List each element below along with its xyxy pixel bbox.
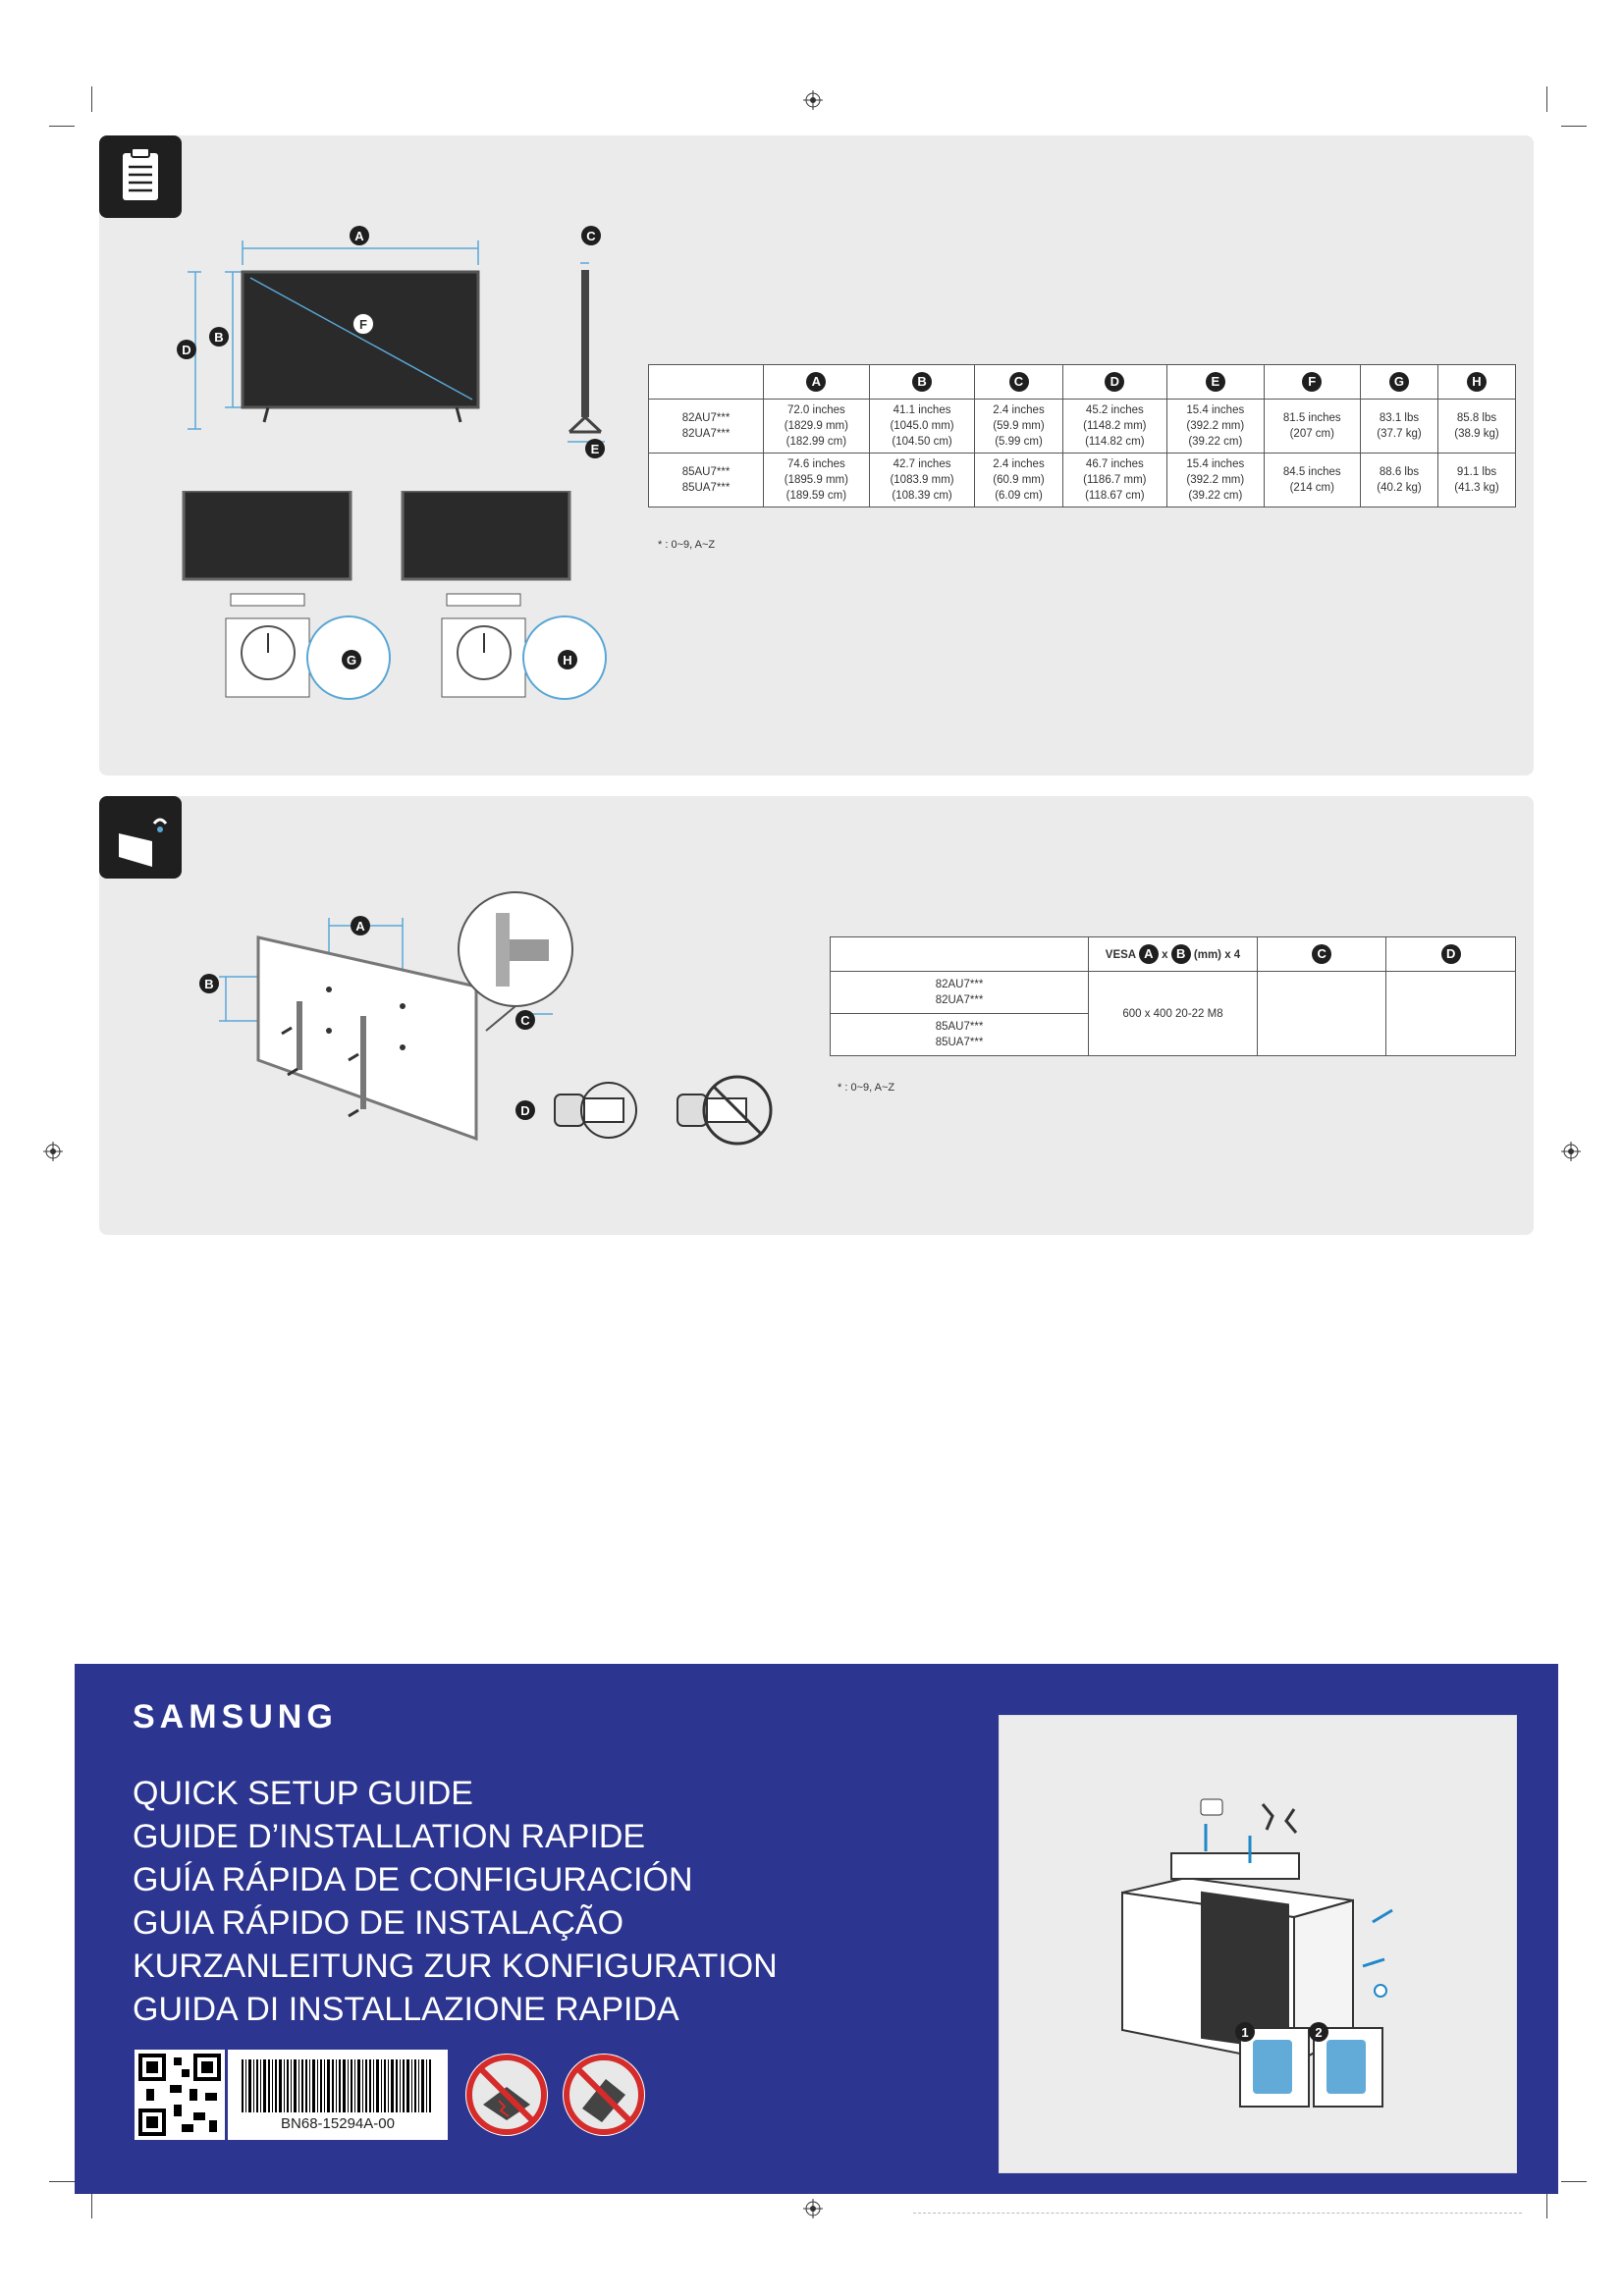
wall-mount-diagram xyxy=(191,888,800,1148)
cell-value: (59.9 mm) xyxy=(993,420,1045,432)
cell-value: 88.6 lbs xyxy=(1379,466,1420,478)
registration-mark-icon xyxy=(803,90,823,110)
qr-code-icon xyxy=(135,2050,225,2140)
cell-value: 74.6 inches xyxy=(786,458,845,470)
model-name: 85AU7*** xyxy=(935,1021,984,1033)
mount-label-d-badge: D xyxy=(515,1100,535,1120)
registration-mark-icon xyxy=(43,1142,63,1161)
cell-value: (39.22 cm) xyxy=(1188,436,1243,448)
cell-value: (40.2 kg) xyxy=(1377,482,1422,494)
footer-divider xyxy=(913,2213,1522,2216)
cell-value: (39.22 cm) xyxy=(1188,490,1243,502)
col-a-badge: A xyxy=(806,372,826,392)
crop-mark xyxy=(49,2181,75,2182)
vesa-times: x xyxy=(1162,949,1168,961)
mount-label-b-badge: B xyxy=(199,974,219,993)
cell-value: (41.3 kg) xyxy=(1454,482,1499,494)
table-row xyxy=(831,972,1516,1014)
vesa-table xyxy=(830,936,1516,1056)
step-1-badge: 1 xyxy=(1235,2022,1255,2042)
label-e-badge: E xyxy=(585,439,605,458)
crop-mark xyxy=(1546,86,1547,112)
cell-value: 81.5 inches xyxy=(1282,412,1341,424)
cell-value: 46.7 inches xyxy=(1085,458,1144,470)
clipboard-icon xyxy=(99,135,182,218)
mount-label-a-badge: A xyxy=(351,916,370,935)
unboxing-illustration xyxy=(999,1715,1517,2173)
cell-value: (60.9 mm) xyxy=(993,474,1045,486)
cell-value: (6.09 cm) xyxy=(995,490,1043,502)
table-corner xyxy=(649,365,764,400)
guide-title: GUIA RÁPIDO DE INSTALAÇÃO xyxy=(133,1904,624,1942)
cell-value: 42.7 inches xyxy=(893,458,951,470)
cell-value: (392.2 mm) xyxy=(1186,420,1245,432)
model-wildcard-note: * : 0~9, A~Z xyxy=(838,1082,895,1094)
vesa-label: VESA xyxy=(1105,949,1136,961)
crop-mark xyxy=(91,86,92,112)
wall-mount-icon xyxy=(99,796,182,879)
model-name: 82AU7*** xyxy=(935,979,984,990)
cell-value: (1148.2 mm) xyxy=(1083,420,1147,432)
vesa-value: 600 x 400 20-22 M8 xyxy=(1089,972,1258,1056)
barcode-number: BN68-15294A-00 xyxy=(281,2115,395,2132)
crop-mark xyxy=(1561,126,1587,127)
col-g-badge: G xyxy=(1389,372,1409,392)
col-b-badge: B xyxy=(1171,944,1191,964)
model-name: 85UA7*** xyxy=(681,482,731,494)
cell-value: 15.4 inches xyxy=(1186,458,1245,470)
table-row xyxy=(649,454,1516,507)
label-b-badge: B xyxy=(209,327,229,347)
col-h-badge: H xyxy=(1467,372,1487,392)
cell-value: (182.99 cm) xyxy=(785,436,847,448)
cell-value: (207 cm) xyxy=(1289,428,1334,440)
guide-title: GUÍA RÁPIDA DE CONFIGURACIÓN xyxy=(133,1861,693,1898)
col-e-badge: E xyxy=(1206,372,1225,392)
guide-title: QUICK SETUP GUIDE xyxy=(133,1775,473,1812)
col-d-badge: D xyxy=(1441,944,1461,964)
cell-value: 41.1 inches xyxy=(893,404,951,416)
label-c-badge: C xyxy=(581,226,601,245)
step-2-badge: 2 xyxy=(1309,2022,1328,2042)
cell-value: (104.50 cm) xyxy=(892,436,952,448)
screw-standard-cell xyxy=(1386,972,1516,1056)
cell-value: (38.9 kg) xyxy=(1454,428,1499,440)
weight-scale-diagram xyxy=(182,491,614,707)
label-d-badge: D xyxy=(177,340,196,359)
cell-value: (1829.9 mm) xyxy=(784,420,848,432)
cell-value: (1045.0 mm) xyxy=(890,420,954,432)
crop-mark xyxy=(1561,2181,1587,2182)
no-crush-warning-icon xyxy=(463,2052,550,2138)
guide-titles xyxy=(133,1772,778,2031)
table-corner xyxy=(831,937,1089,972)
guide-title: GUIDA DI INSTALLAZIONE RAPIDA xyxy=(133,1991,679,2028)
cell-value: (114.82 cm) xyxy=(1085,436,1145,448)
model-name: 85UA7*** xyxy=(935,1037,984,1048)
guide-title: GUIDE D’INSTALLATION RAPIDE xyxy=(133,1818,646,1855)
model-name: 82UA7*** xyxy=(681,428,731,440)
tv-dimension-diagram xyxy=(172,221,623,466)
samsung-logo: SAMSUNG xyxy=(133,1698,338,1735)
label-h-badge: H xyxy=(558,650,577,669)
cell-value: (214 cm) xyxy=(1289,482,1334,494)
model-wildcard-note: * : 0~9, A~Z xyxy=(658,539,716,551)
col-d-badge: D xyxy=(1105,372,1124,392)
col-f-badge: F xyxy=(1302,372,1322,392)
cell-value: (118.67 cm) xyxy=(1085,490,1145,502)
cell-value: (5.99 cm) xyxy=(995,436,1043,448)
cell-value: 2.4 inches xyxy=(993,458,1045,470)
no-tilt-warning-icon xyxy=(561,2052,647,2138)
cell-value: (108.39 cm) xyxy=(892,490,952,502)
model-name: 82AU7*** xyxy=(681,412,731,424)
guide-title: KURZANLEITUNG ZUR KONFIGURATION xyxy=(133,1948,778,1985)
cell-value: (1186.7 mm) xyxy=(1083,474,1147,486)
cell-value: (392.2 mm) xyxy=(1186,474,1245,486)
vesa-header xyxy=(1089,937,1258,972)
col-c-badge: C xyxy=(1312,944,1331,964)
label-f-badge: F xyxy=(352,313,374,335)
cell-value: 2.4 inches xyxy=(993,404,1045,416)
cell-value: (189.59 cm) xyxy=(785,490,847,502)
cell-value: 91.1 lbs xyxy=(1456,466,1497,478)
label-a-badge: A xyxy=(350,226,369,245)
tv-side-view-diagram xyxy=(560,245,619,452)
registration-mark-icon xyxy=(803,2199,823,2218)
col-b-badge: B xyxy=(912,372,932,392)
cell-value: 85.8 lbs xyxy=(1456,412,1497,424)
col-a-badge: A xyxy=(1139,944,1159,964)
cell-value: (37.7 kg) xyxy=(1377,428,1422,440)
label-g-badge: G xyxy=(342,650,361,669)
vesa-unit: (mm) x 4 xyxy=(1193,949,1241,961)
model-name: 85AU7*** xyxy=(681,466,731,478)
cell-value: 83.1 lbs xyxy=(1379,412,1420,424)
col-c-badge: C xyxy=(1009,372,1029,392)
cell-value: 72.0 inches xyxy=(786,404,845,416)
screw-length-cell xyxy=(1257,972,1386,1056)
cell-value: (1895.9 mm) xyxy=(784,474,848,486)
cell-value: (1083.9 mm) xyxy=(890,474,954,486)
table-row xyxy=(649,400,1516,454)
dimensions-table xyxy=(648,364,1516,507)
cell-value: 15.4 inches xyxy=(1186,404,1245,416)
registration-mark-icon xyxy=(1561,1142,1581,1161)
barcode xyxy=(228,2050,448,2140)
cell-value: 45.2 inches xyxy=(1085,404,1144,416)
crop-mark xyxy=(49,126,75,127)
model-name: 82UA7*** xyxy=(935,994,984,1006)
cell-value: 84.5 inches xyxy=(1282,466,1341,478)
mount-label-c-badge: C xyxy=(515,1010,535,1030)
